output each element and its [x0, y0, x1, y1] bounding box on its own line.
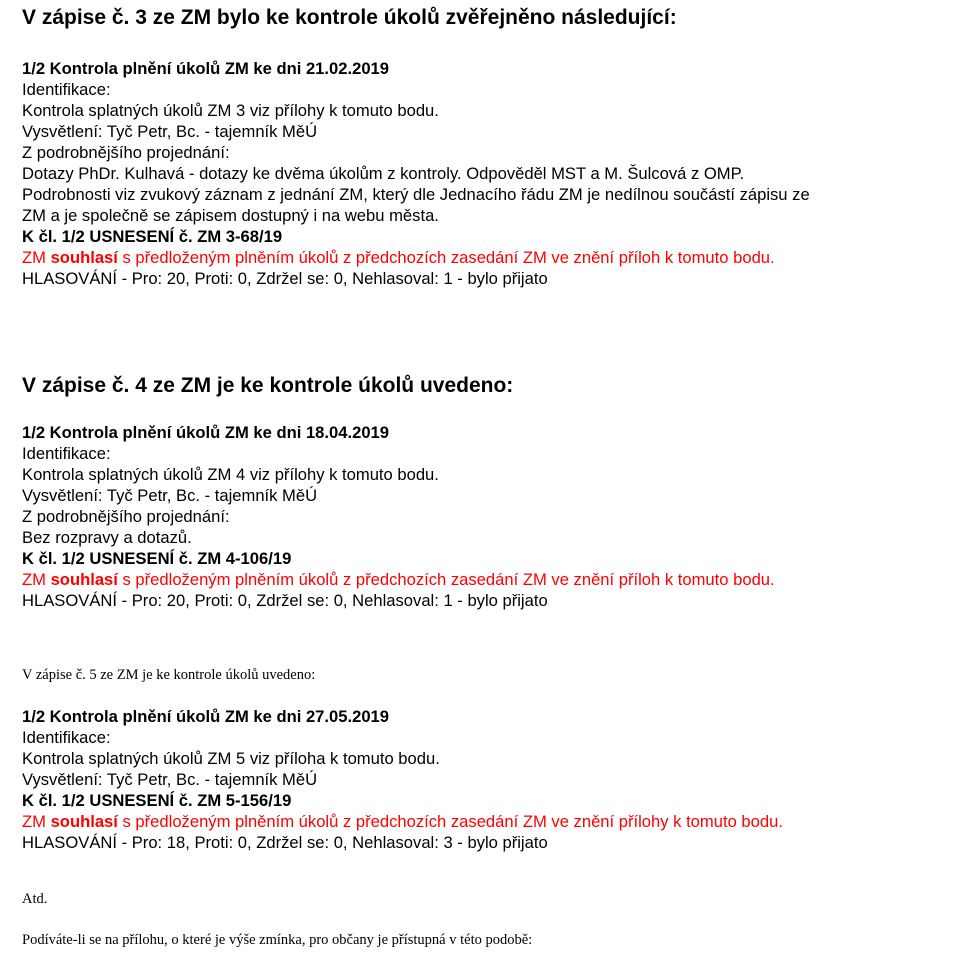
section-3-identification-text: Kontrola splatných úkolů ZM 3 viz přílohy k tomuto bodu.: [22, 101, 439, 120]
section-5-vote: HLASOVÁNÍ - Pro: 18, Proti: 0, Zdržel se: 0, Nehlasoval: 3 - bylo přijato: [22, 833, 548, 852]
section-5-resolution-rest: s předloženým plněním úkolů z předchozích zasedání ZM ve znění přílohy k tomuto bodu.: [117, 812, 783, 831]
section-5-item-title: 1/2 Kontrola plnění úkolů ZM ke dni 27.05.2019: [22, 707, 390, 726]
section-3-resolution-title: K čl. 1/2 USNESENÍ č. ZM 3-68/19: [22, 227, 283, 246]
section-5-heading: V zápise č. 5 ze ZM je ke kontrole úkolů uvedeno:: [22, 667, 316, 683]
section-4-discussion-label: Z podrobnějšího projednání:: [22, 507, 230, 526]
section-4-identification-text: Kontrola splatných úkolů ZM 4 viz přílohy k tomuto bodu.: [22, 465, 439, 484]
section-4-resolution-rest: s předloženým plněním úkolů z předchozích zasedání ZM ve znění příloh k tomuto bodu.: [117, 570, 775, 589]
section-5-resolution-verb: souhlasí: [50, 812, 118, 831]
section-4-resolution-text: [22, 569, 802, 590]
section-3-item-title: 1/2 Kontrola plnění úkolů ZM ke dni 21.02.2019: [22, 59, 390, 78]
section-4-resolution-title: K čl. 1/2 USNESENÍ č. ZM 4-106/19: [22, 549, 292, 568]
section-3-identification-label: Identifikace:: [22, 80, 111, 99]
section-3-body: [22, 58, 822, 289]
section-5-resolution-text: [22, 811, 812, 832]
section-3-explanation: Vysvětlení: Tyč Petr, Bc. - tajemník MěÚ: [22, 122, 318, 141]
section-5-explanation: Vysvětlení: Tyč Petr, Bc. - tajemník MěÚ: [22, 770, 318, 789]
section-4-discussion-text: Bez rozpravy a dotazů.: [22, 528, 192, 547]
section-4-item-title: 1/2 Kontrola plnění úkolů ZM ke dni 18.04.2019: [22, 423, 390, 442]
section-4-resolution-prefix: ZM: [22, 570, 51, 589]
section-5-resolution-title: K čl. 1/2 USNESENÍ č. ZM 5-156/19: [22, 791, 292, 810]
section-3-resolution-text: [22, 247, 782, 268]
section-4-heading: V zápise č. 4 ze ZM je ke kontrole úkolů uvedeno:: [22, 374, 514, 397]
section-4-vote: HLASOVÁNÍ - Pro: 20, Proti: 0, Zdržel se: 0, Nehlasoval: 1 - bylo přijato: [22, 591, 548, 610]
section-3-vote: HLASOVÁNÍ - Pro: 20, Proti: 0, Zdržel se: 0, Nehlasoval: 1 - bylo přijato: [22, 269, 548, 288]
etc-text: Atd.: [22, 891, 48, 907]
section-5-resolution-prefix: ZM: [22, 812, 51, 831]
section-3-heading: V zápise č. 3 ze ZM bylo ke kontrole úkolů zvěřejněno následující:: [22, 6, 677, 29]
closing-text: Podíváte-li se na přílohu, o které je výše zmínka, pro občany je přístupná v této podobě:: [22, 932, 533, 948]
section-4-body: [22, 422, 822, 611]
section-3-resolution-rest: s předloženým plněním úkolů z předchozích zasedání ZM ve znění příloh k tomuto bodu.: [117, 248, 775, 267]
section-5-body: [22, 706, 822, 853]
section-3-discussion-label: Z podrobnějšího projednání:: [22, 143, 230, 162]
section-3-resolution-prefix: ZM: [22, 248, 51, 267]
section-4-identification-label: Identifikace:: [22, 444, 111, 463]
section-5-identification-label: Identifikace:: [22, 728, 111, 747]
section-3-resolution-verb: souhlasí: [50, 248, 118, 267]
section-4-explanation: Vysvětlení: Tyč Petr, Bc. - tajemník MěÚ: [22, 486, 318, 505]
section-5-identification-text: Kontrola splatných úkolů ZM 5 viz příloha k tomuto bodu.: [22, 749, 440, 768]
section-4-resolution-verb: souhlasí: [50, 570, 118, 589]
section-3-discussion-text: Dotazy PhDr. Kulhavá - dotazy ke dvěma úkolům z kontroly. Odpověděl MST a M. Šulcová z OMP. Podrobnosti viz zvukový záznam z jednání ZM, který dle Jednacího řádu ZM je nedílnou součástí zápisu ze ZM a je společně se zápisem dostupný i na webu města.: [22, 164, 810, 225]
